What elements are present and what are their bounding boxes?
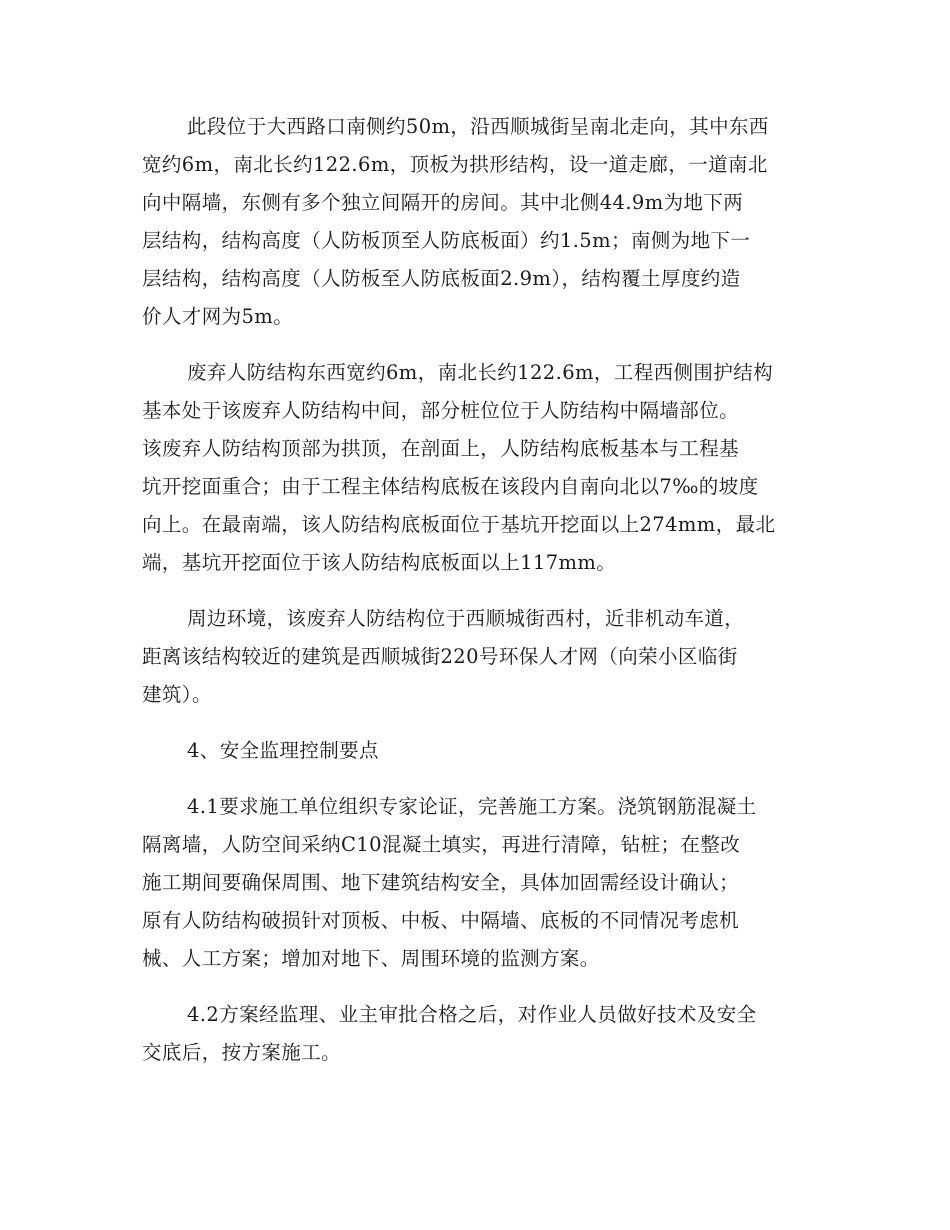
paragraph-line: 4.2方案经监理、业主审批合格之后，对作业人员做好技术及安全	[187, 1003, 757, 1026]
paragraph-line: 基本处于该废弃人防结构中间，部分桩位位于人防结构中隔墙部位。	[142, 399, 740, 422]
paragraph-line: 械、人工方案；增加对地下、周围环境的监测方案。	[142, 947, 600, 970]
paragraph-line: 宽约6m，南北长约122.6m，顶板为拱形结构，设一道走廊，一道南北	[142, 153, 768, 176]
paragraph-line: 施工期间要确保周围、地下建筑结构安全，具体加固需经设计确认；	[142, 871, 740, 894]
paragraph-3	[142, 600, 812, 714]
paragraph-line: 废弃人防结构东西宽约6m，南北长约122.6m，工程西侧围护结构	[187, 361, 774, 384]
paragraph-line: 层结构，结构高度（人防板至人防底板面2.9m），结构覆土厚度约造	[142, 267, 741, 290]
paragraph-line: 向上。在最南端，该人防结构底板面位于基坑开挖面以上274mm，最北	[142, 513, 776, 536]
document-body	[142, 108, 812, 1090]
paragraph-line: 坑开挖面重合；由于工程主体结构底板在该段内自南向北以7‰的坡度	[142, 475, 759, 498]
paragraph-4-2	[142, 996, 812, 1072]
section-heading-text: 4、安全监理控制要点	[187, 739, 379, 762]
paragraph-4-1	[142, 788, 812, 978]
paragraph-line: 原有人防结构破损针对顶板、中板、中隔墙、底板的不同情况考虑机	[142, 909, 740, 932]
paragraph-2	[142, 354, 812, 582]
paragraph-line: 端，基坑开挖面位于该人防结构底板面以上117mm。	[142, 551, 617, 574]
paragraph-line: 周边环境，该废弃人防结构位于西顺城街西村，近非机动车道，	[187, 607, 745, 630]
paragraph-line: 4.1要求施工单位组织专家论证，完善施工方案。浇筑钢筋混凝土	[187, 795, 757, 818]
paragraph-1	[142, 108, 812, 336]
paragraph-line: 隔离墙，人防空间采纳C10混凝土填实，再进行清障，钻桩；在整改	[142, 833, 741, 856]
paragraph-line: 交底后，按方案施工。	[142, 1041, 342, 1064]
paragraph-line: 距离该结构较近的建筑是西顺城街220号环保人才网（向荣小区临街	[142, 645, 738, 668]
paragraph-line: 层结构，结构高度（人防板顶至人防底板面）约1.5m；南侧为地下一	[142, 229, 751, 252]
paragraph-line: 价人才网为5m。	[142, 305, 294, 328]
paragraph-line: 该废弃人防结构顶部为拱顶，在剖面上，人防结构底板基本与工程基	[142, 437, 740, 460]
paragraph-line: 向中隔墙，东侧有多个独立间隔开的房间。其中北侧44.9m为地下两	[142, 191, 744, 214]
paragraph-line: 建筑）。	[142, 683, 212, 706]
paragraph-line: 此段位于大西路口南侧约50m，沿西顺城街呈南北走向，其中东西	[187, 115, 769, 138]
section-heading	[142, 732, 812, 770]
